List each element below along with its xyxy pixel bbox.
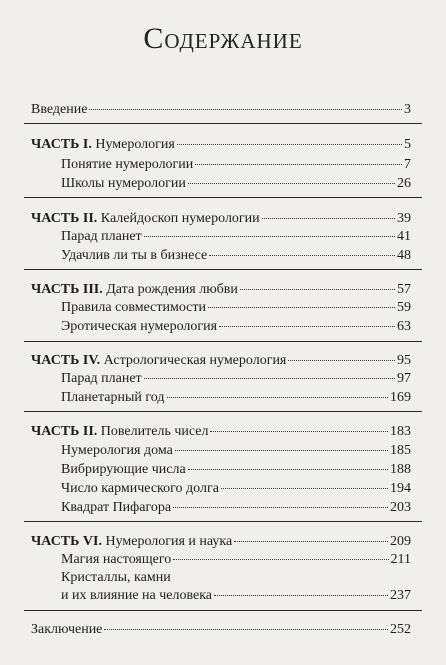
toc-entry[interactable] [61, 175, 411, 192]
leader-dots [167, 397, 388, 398]
toc-entry[interactable] [61, 247, 411, 264]
leader-dots [173, 559, 388, 560]
toc-entry[interactable] [61, 461, 411, 478]
section-divider [24, 521, 422, 522]
part-title: Нумерология [95, 137, 175, 152]
toc-part-3[interactable] [31, 281, 411, 298]
leader-dots [188, 183, 395, 184]
toc-entry[interactable] [61, 442, 411, 459]
toc-page-number: 63 [397, 319, 411, 334]
leader-dots [262, 218, 395, 219]
toc-part-5[interactable] [31, 423, 411, 440]
toc-entry-label: Парад планет [61, 229, 142, 244]
leader-dots [144, 236, 395, 237]
toc-page-number: 39 [397, 211, 411, 226]
toc-entry-label: Кристаллы, камни [61, 570, 171, 585]
toc-entry[interactable] [61, 156, 411, 173]
toc-entry-label: Планетарный год [61, 390, 165, 405]
part-number: ЧАСТЬ VI. [31, 534, 102, 549]
toc-part-2[interactable] [31, 210, 411, 227]
leader-dots [195, 164, 402, 165]
toc-entry-label: Введение [31, 102, 88, 117]
toc-entry-label: Нумерология дома [61, 443, 173, 458]
toc-page-number: 211 [390, 552, 411, 567]
part-number: ЧАСТЬ IV. [31, 353, 101, 368]
toc-entry-label: Эротическая нумерология [61, 319, 218, 334]
toc-part-1[interactable] [31, 136, 411, 153]
toc-entry-label: Удачлив ли ты в бизнесе [61, 248, 208, 263]
toc-page-number: 209 [390, 534, 411, 549]
section-divider [24, 269, 422, 270]
leader-dots [234, 541, 388, 542]
leader-dots [177, 144, 402, 145]
toc-page-number: 203 [390, 500, 411, 515]
section-divider [24, 411, 422, 412]
toc-part-6[interactable] [31, 533, 411, 550]
leader-dots [240, 289, 395, 290]
toc-entry[interactable] [61, 299, 411, 316]
toc-page-number: 7 [404, 157, 411, 172]
toc-entry[interactable] [61, 551, 411, 568]
toc-entry-label: Правила совместимости [61, 300, 206, 315]
toc-entry-label: Заключение [31, 622, 103, 637]
toc-page-number: 237 [390, 588, 411, 603]
toc-entry-label: Школы нумерологии [61, 176, 186, 191]
leader-dots [144, 378, 395, 379]
toc-entry-conclusion[interactable] [31, 621, 411, 638]
leader-dots [175, 450, 388, 451]
toc-page-number: 5 [404, 137, 411, 152]
section-divider [24, 341, 422, 342]
toc-page-number: 95 [397, 353, 411, 368]
leader-dots [210, 431, 388, 432]
toc-entry-label: и их влияние на человека [61, 588, 213, 603]
toc-entry-label: Квадрат Пифагора [61, 500, 172, 515]
toc-entry[interactable] [61, 499, 411, 516]
part-number: ЧАСТЬ II. [31, 424, 98, 439]
toc-page-number: 188 [390, 462, 411, 477]
part-title: Повелитель чисел [100, 424, 209, 439]
part-title: Нумерология и наука [105, 534, 233, 549]
section-divider [24, 610, 422, 611]
toc-page-number: 194 [390, 481, 411, 496]
section-divider [24, 123, 422, 124]
toc-entry-label: Число кармического долга [61, 481, 219, 496]
toc-entry[interactable] [61, 587, 411, 604]
part-title: Калейдоскоп нумерологии [100, 211, 260, 226]
leader-dots [104, 629, 388, 630]
part-title: Дата рождения любви [106, 282, 238, 297]
section-divider [24, 197, 422, 198]
leader-dots [173, 507, 388, 508]
toc-page-number: 169 [390, 390, 411, 405]
part-number: ЧАСТЬ III. [31, 282, 103, 297]
leader-dots [288, 360, 395, 361]
toc-page-number: 97 [397, 371, 411, 386]
toc-entry-label: Вибрирующие числа [61, 462, 186, 477]
toc-entry[interactable] [61, 389, 411, 406]
leader-dots [214, 595, 388, 596]
leader-dots [219, 326, 395, 327]
toc-page-number: 41 [397, 229, 411, 244]
leader-dots [188, 469, 388, 470]
page-title: Содержание [143, 22, 303, 55]
toc-page-number: 26 [397, 176, 411, 191]
toc-entry[interactable] [61, 370, 411, 387]
toc-entry[interactable] [61, 228, 411, 245]
toc-page-number: 48 [397, 248, 411, 263]
toc-entry-label: Парад планет [61, 371, 142, 386]
part-title: Астрологическая нумерология [103, 353, 287, 368]
toc-page-number: 59 [397, 300, 411, 315]
toc-part-4[interactable] [31, 352, 411, 369]
toc-entry-label: Магия настоящего [61, 552, 172, 567]
toc-page-number: 57 [397, 282, 411, 297]
toc-entry-line1 [61, 569, 411, 586]
toc-entry-intro[interactable] [31, 101, 411, 118]
toc-page-number: 252 [390, 622, 411, 637]
leader-dots [209, 255, 395, 256]
part-number: ЧАСТЬ II. [31, 211, 98, 226]
leader-dots [208, 307, 395, 308]
leader-dots [89, 109, 402, 110]
toc-entry[interactable] [61, 480, 411, 497]
toc-page-number: 185 [390, 443, 411, 458]
leader-dots [221, 488, 388, 489]
toc-entry[interactable] [61, 318, 411, 335]
toc-page-number: 183 [390, 424, 411, 439]
toc-page-number: 3 [404, 102, 411, 117]
part-number: ЧАСТЬ I. [31, 137, 92, 152]
toc-entry-label: Понятие нумерологии [61, 157, 194, 172]
